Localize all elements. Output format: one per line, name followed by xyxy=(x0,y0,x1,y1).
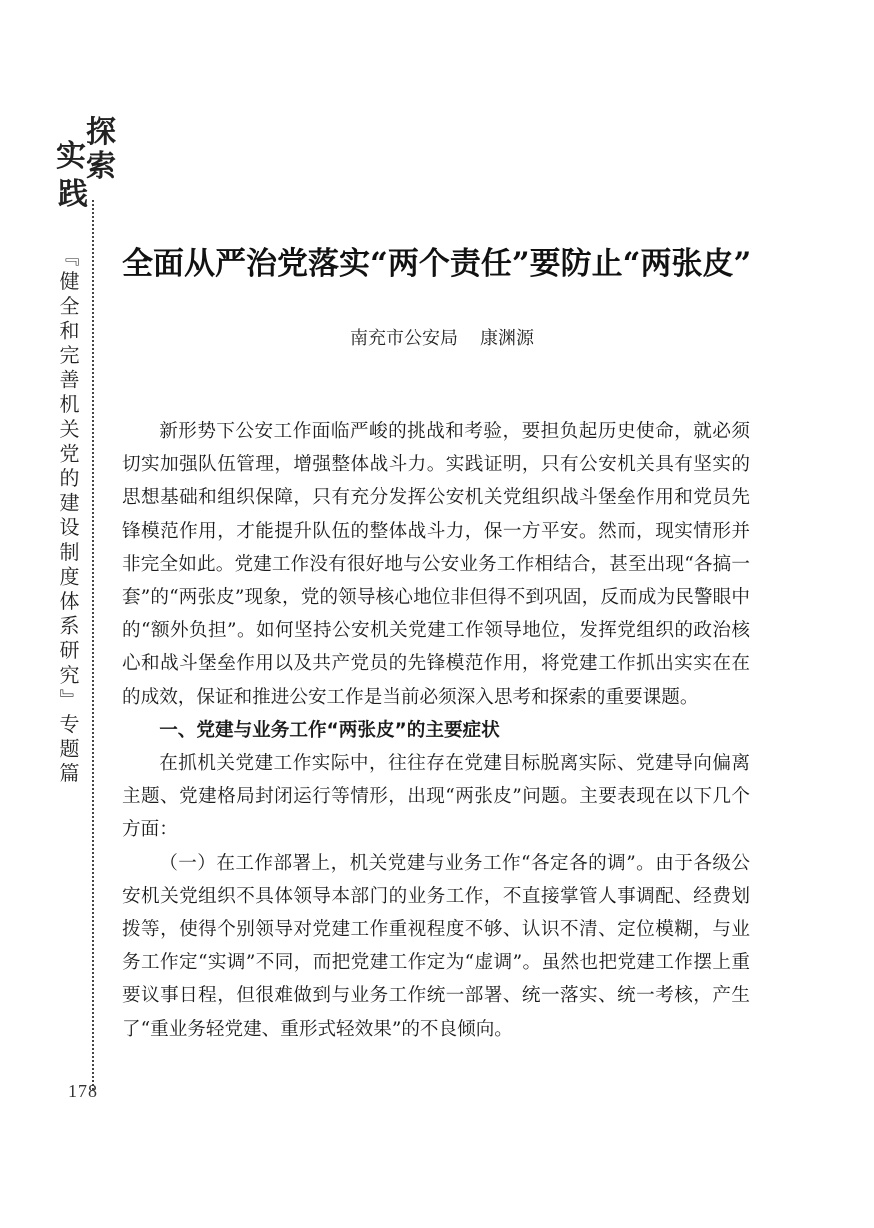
logo-char-1: 探 xyxy=(86,115,116,150)
section-intro-paragraph: 在抓机关党建工作实际中，往往存在党建目标脱离实际、党建导向偏离主题、党建格局封闭运行等情形，出现“两张皮”问题。主要表现在以下几个方面： xyxy=(122,753,750,841)
author-organization: 南充市公安局 xyxy=(350,328,458,349)
intro-paragraph: 新形势下公安工作面临严峻的挑战和考验，要担负起历史使命，就必须切实加强队伍管理，增强整体战斗力。实践证明，只有公安机关具有坚实的思想基础和组织保障，只有充分发挥公安机关党组织战斗堡垒作用和党员先锋模范作用，才能提升队伍的整体战斗力，保一方平安。然而，现实情形并非完全如此。党建工作没有很好地与公安业务工作相结合，甚至出现“各搞一套”的“两张皮”现象，党的领导核心地位非但得不到巩固，反而成为民警眼中的“额外负担”。如何坚持公安机关党建工作领导地位，发挥党组织的政治核心和战斗堡垒作用以及共产党员的先锋模范作用，将党建工作抓出实实在在的成效，保证和推进公安工作是当前必须深入思考和探索的重要课题。 xyxy=(122,421,750,708)
author-name: 康渊源 xyxy=(480,328,534,349)
logo-char-2: 索 xyxy=(86,149,116,184)
section-item-paragraph: （一）在工作部署上，机关党建与业务工作“各定各的调”。由于各级公安机关党组织不具体领导本部门的业务工作，不直接掌管人事调配、经费划拨等，使得个别领导对党建工作重视程度不够、认识不清、定位模糊，与业务工作定“实调”不同，而把党建工作定为“虚调”。虽然也把党建工作摆上重要议事日程，但很难做到与业务工作统一部署、统一落实、统一考核，产生了“重业务轻党建、重形式轻效果”的不良倾向。 xyxy=(122,852,750,1040)
section-logo xyxy=(52,115,122,228)
section-vertical-title: 『健全和完善机关党的建设制度体系研究』专题篇 xyxy=(56,246,80,788)
article-body xyxy=(122,415,750,1046)
byline xyxy=(122,327,762,351)
section-heading: 一、党建与业务工作“两张皮”的主要症状 xyxy=(159,719,500,741)
logo-char-4: 践 xyxy=(58,177,88,212)
margin-divider xyxy=(92,200,94,1090)
logo-char-3: 实 xyxy=(56,139,86,174)
article-title: 全面从严治党落实“两个责任”要防止“两张皮” xyxy=(122,246,752,282)
page-number: 178 xyxy=(68,1081,98,1101)
